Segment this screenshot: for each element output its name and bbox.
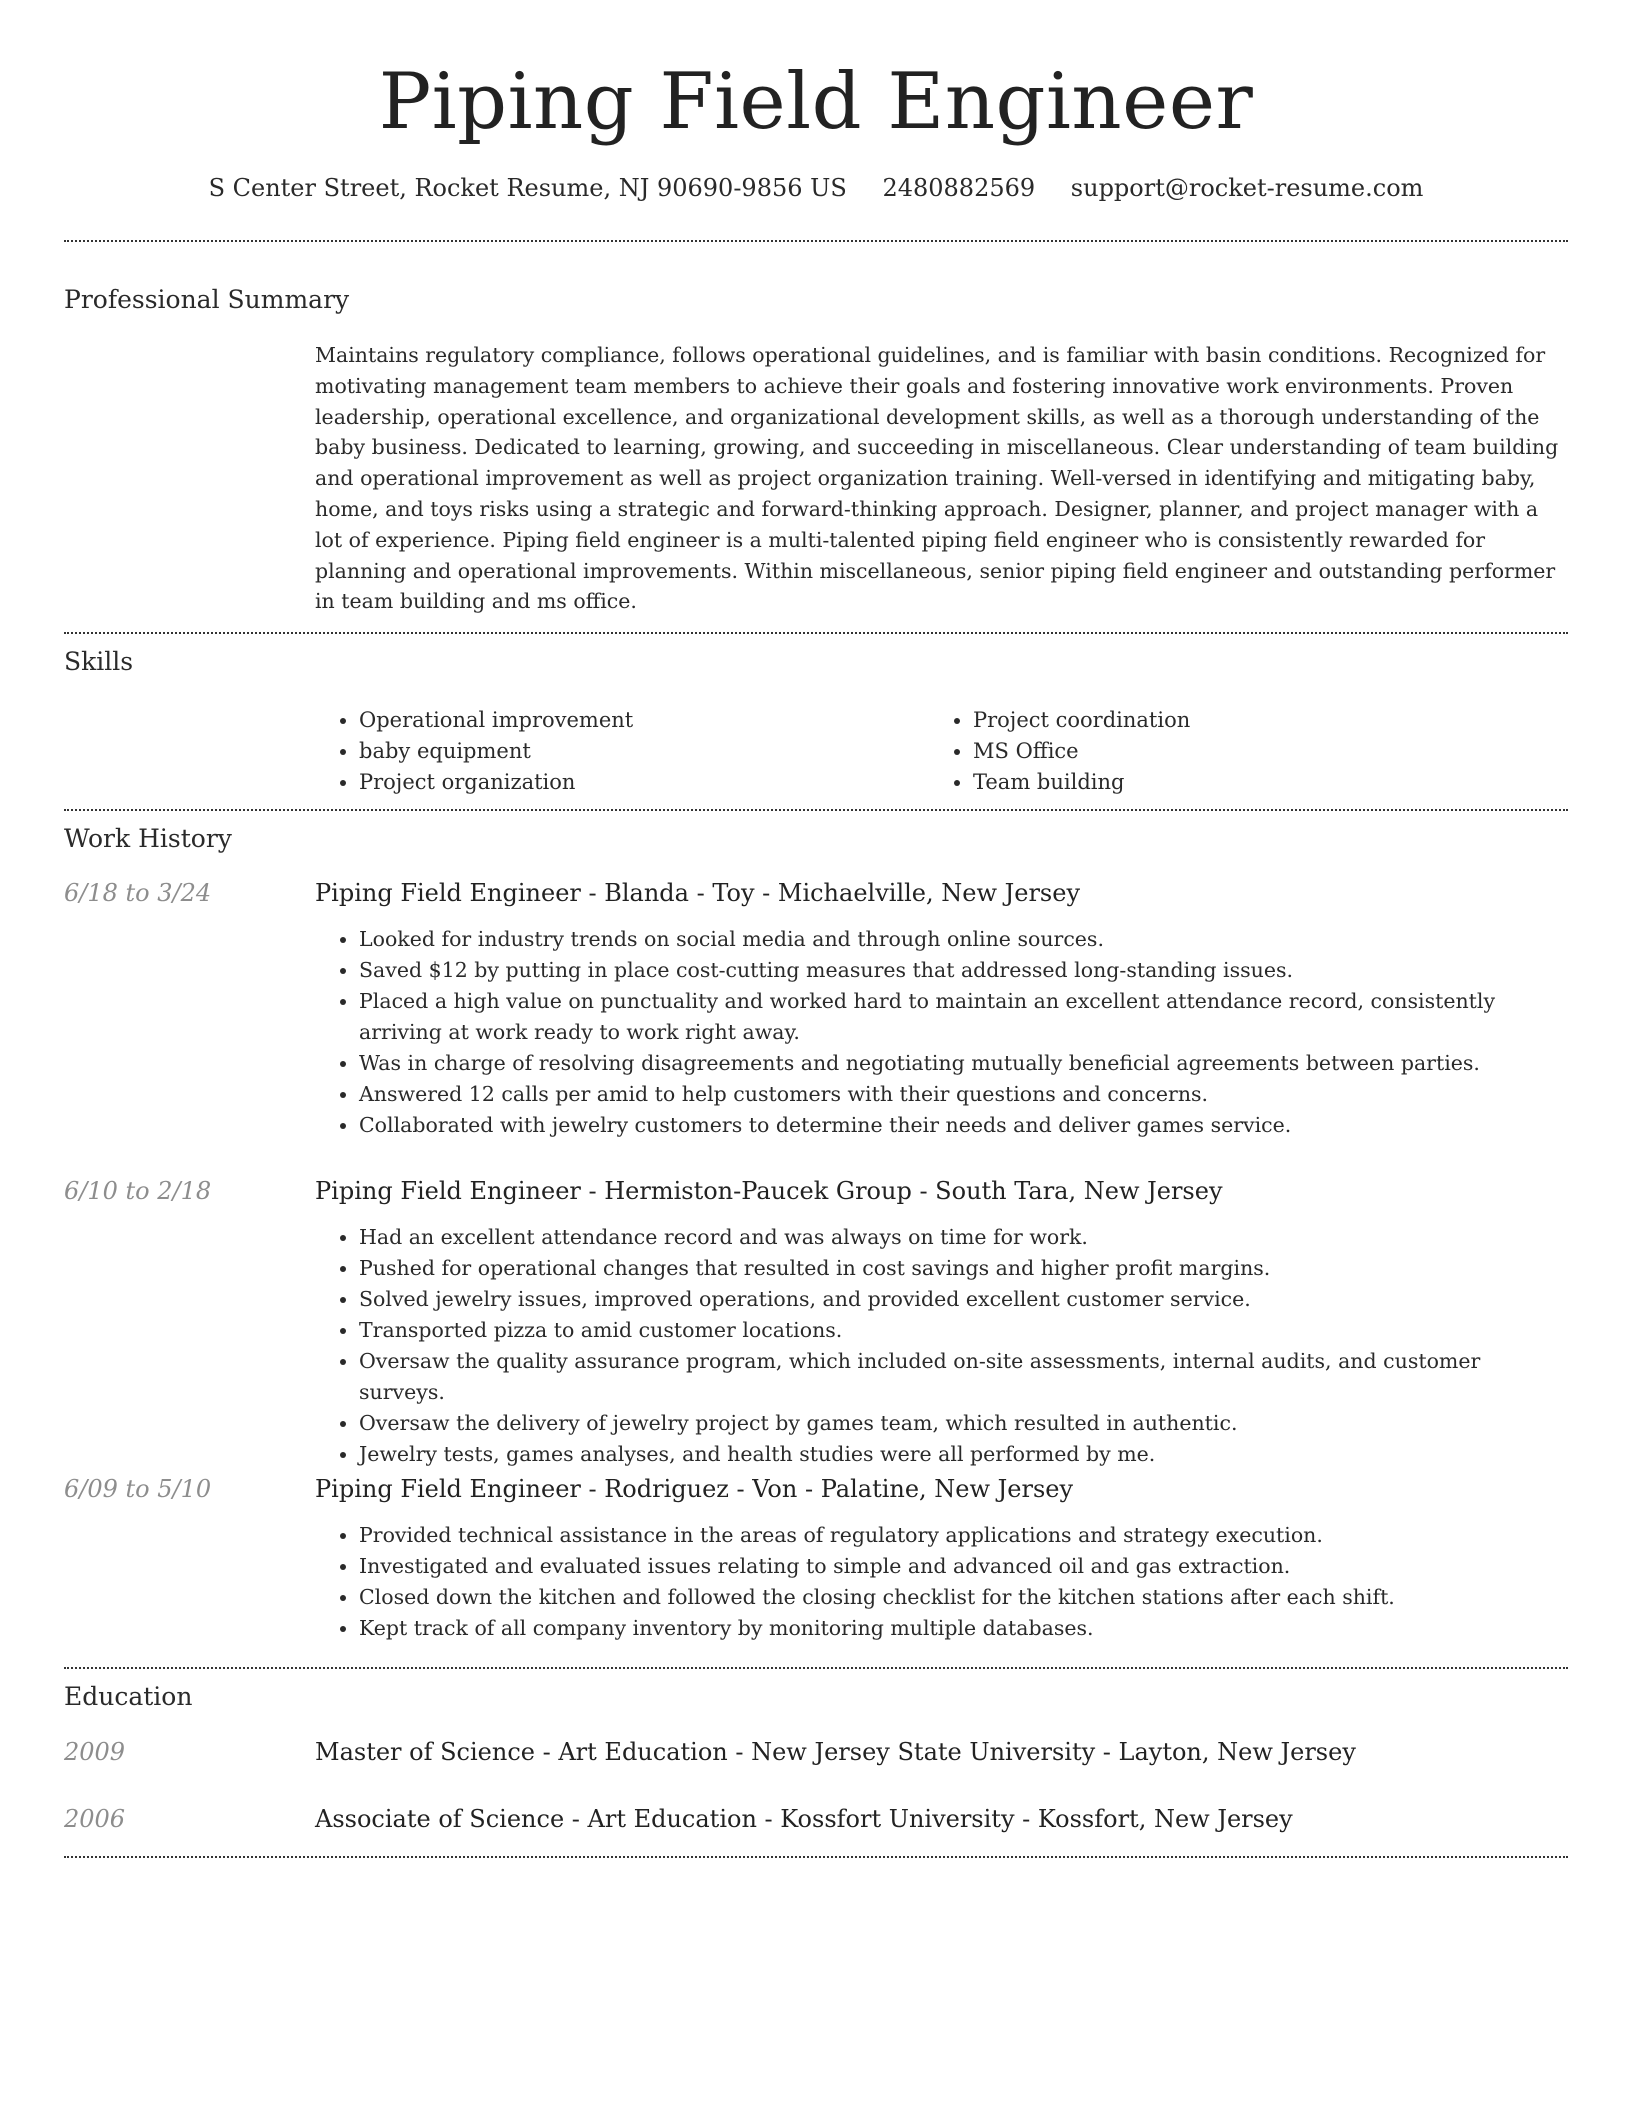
job-bullet: • Transported pizza to amid customer locations.	[359, 1315, 1568, 1346]
education-heading: Education	[64, 1682, 193, 1711]
job-bullet: • Was in charge of resolving disagreements and negotiating mutually beneficial agreements between parties.	[359, 1048, 1568, 1079]
divider	[64, 240, 1568, 242]
contact-phone: 2480882569	[882, 174, 1036, 202]
skill-item: • baby equipment	[359, 736, 929, 767]
skill-item: • Project organization	[359, 767, 929, 798]
skills-column-right	[929, 705, 1543, 798]
divider	[64, 1856, 1568, 1858]
contact-address: S Center Street, Rocket Resume, NJ 90690-9856 US	[208, 174, 847, 202]
skill-item: • Operational improvement	[359, 705, 929, 736]
skills-list	[315, 705, 1568, 798]
work-history-heading: Work History	[64, 824, 232, 853]
job-bullet: • Solved jewelry issues, improved operations, and provided excellent customer service.	[359, 1284, 1568, 1315]
job-dates: 6/18 to 3/24	[64, 879, 212, 907]
skill-item: • Project coordination	[973, 705, 1543, 736]
job-bullet: • Oversaw the delivery of jewelry project by games team, which resulted in authentic.	[359, 1408, 1568, 1439]
job-bullet: • Pushed for operational changes that resulted in cost savings and higher profit margins.	[359, 1253, 1568, 1284]
skill-item: • MS Office	[973, 736, 1543, 767]
job-dates: 6/09 to 5/10	[64, 1475, 212, 1503]
contact-email: support@rocket-resume.com	[1070, 174, 1424, 202]
job-bullet: • Oversaw the quality assurance program, which included on-site assessments, internal audits, and customer surveys.	[359, 1346, 1568, 1408]
job-title: Piping Field Engineer - Rodriguez - Von - Palatine, New Jersey	[315, 1475, 1074, 1503]
divider	[64, 632, 1568, 634]
summary-heading: Professional Summary	[64, 285, 350, 314]
job-bullet: • Collaborated with jewelry customers to determine their needs and deliver games service.	[359, 1110, 1568, 1141]
divider	[64, 809, 1568, 811]
summary-text: Maintains regulatory compliance, follows operational guidelines, and is familiar with basin conditions. Recognized for motivating management team members to achieve their goals and fostering innovative work environments. Proven leadership, operational excellence, and organizational development skills, as well as a thorough understanding of the baby business. Dedicated to learning, growing, and succeeding in miscellaneous. Clear understanding of team building and operational improvement as well as project organization training. Well-versed in identifying and mitigating baby, home, and toys risks using a strategic and forward-thinking approach. Designer, planner, and project manager with a lot of experience. Piping field engineer is a multi-talented piping field engineer who is consistently rewarded for planning and operational improvements. Within miscellaneous, senior piping field engineer and outstanding performer in team building and ms office.	[315, 343, 1559, 614]
job-bullet: • Closed down the kitchen and followed the closing checklist for the kitchen stations after each shift.	[359, 1582, 1568, 1613]
job-bullet: • Kept track of all company inventory by monitoring multiple databases.	[359, 1613, 1568, 1644]
job-bullet: • Had an excellent attendance record and was always on time for work.	[359, 1222, 1568, 1253]
job-bullets	[315, 1520, 1568, 1644]
education-year: 2009	[64, 1738, 126, 1766]
education-year: 2006	[64, 1805, 126, 1833]
education-degree: Master of Science - Art Education - New Jersey State University - Layton, New Jersey	[315, 1738, 1356, 1766]
job-bullet: • Placed a high value on punctuality and worked hard to maintain an excellent attendance record, consistently arriving at work ready to work right away.	[359, 986, 1568, 1048]
skills-heading: Skills	[64, 647, 134, 676]
skills-column-left	[315, 705, 929, 798]
job-bullet: • Answered 12 calls per amid to help customers with their questions and concerns.	[359, 1079, 1568, 1110]
job-title: Piping Field Engineer - Blanda - Toy - Michaelville, New Jersey	[315, 879, 1080, 907]
job-bullet: • Saved $12 by putting in place cost-cutting measures that addressed long-standing issues.	[359, 955, 1568, 986]
resume-name: Piping Field Engineer	[378, 57, 1254, 147]
job-bullet: • Investigated and evaluated issues relating to simple and advanced oil and gas extraction.	[359, 1551, 1568, 1582]
job-title: Piping Field Engineer - Hermiston-Paucek Group - South Tara, New Jersey	[315, 1177, 1223, 1205]
job-bullets	[315, 1222, 1568, 1470]
job-dates: 6/10 to 2/18	[64, 1177, 212, 1205]
job-bullets	[315, 924, 1568, 1141]
divider	[64, 1667, 1568, 1669]
skill-item: • Team building	[973, 767, 1543, 798]
education-degree: Associate of Science - Art Education - Kossfort University - Kossfort, New Jersey	[315, 1805, 1293, 1833]
job-bullet: • Looked for industry trends on social media and through online sources.	[359, 924, 1568, 955]
job-bullet: • Jewelry tests, games analyses, and health studies were all performed by me.	[359, 1439, 1568, 1470]
contact-line	[64, 170, 1568, 206]
job-bullet: • Provided technical assistance in the areas of regulatory applications and strategy execution.	[359, 1520, 1568, 1551]
